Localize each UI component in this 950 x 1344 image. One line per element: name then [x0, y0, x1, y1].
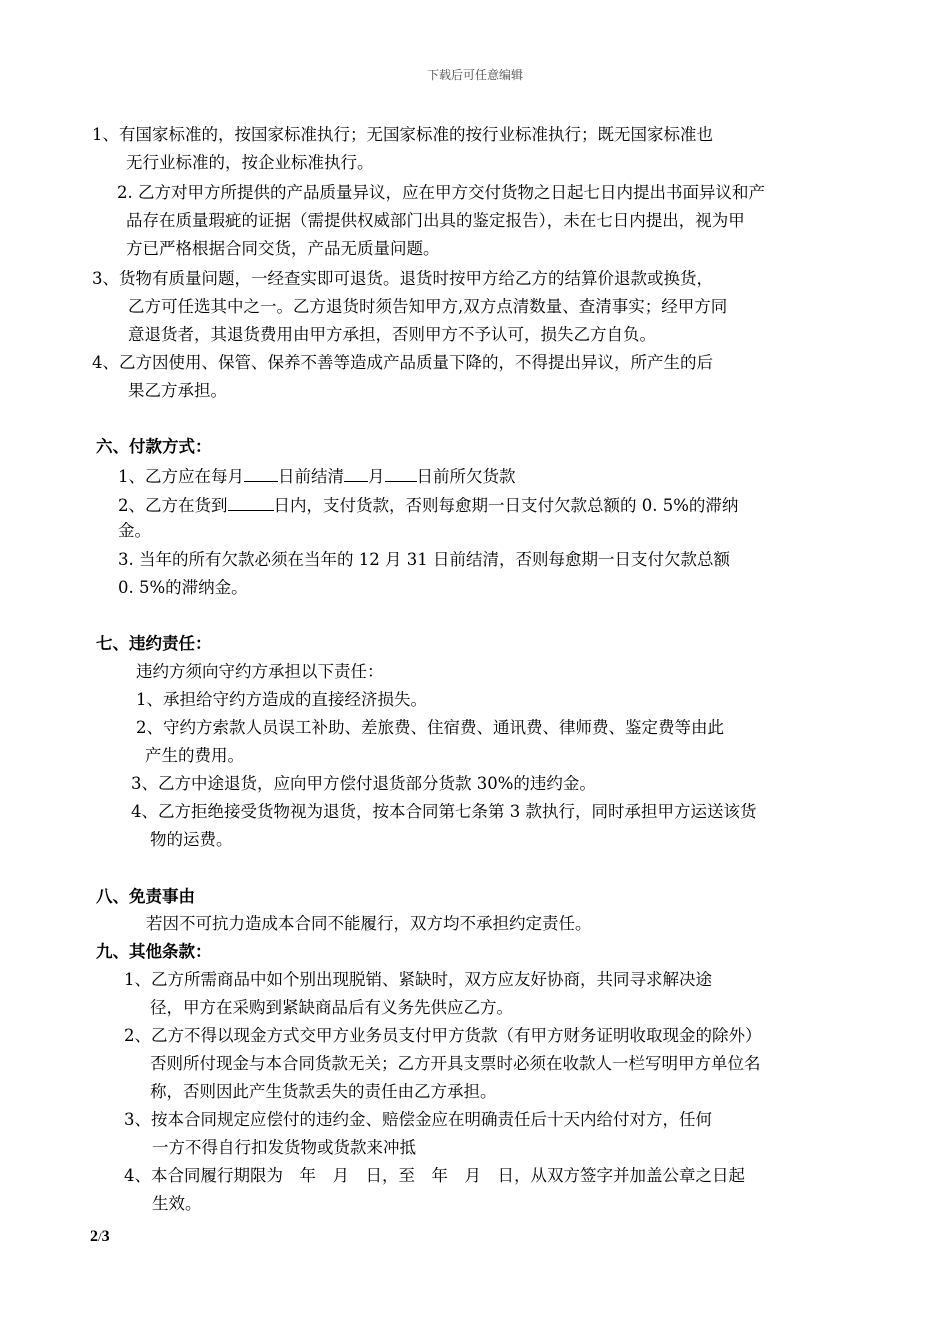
other-item-4-line-1: 4、本合同履行期限为 年 月 日，至 年 月 日，从双方签字并加盖公章之日起: [124, 1166, 745, 1185]
other-item-3-line-1: 3、按本合同规定应偿付的违约金、赔偿金应在明确责任后十天内给付对方，任何: [124, 1110, 712, 1129]
liability-item-4-line-2: 物的运费。: [150, 830, 233, 849]
liability-item-1: 1、承担给守约方造成的直接经济损失。: [136, 690, 427, 709]
page-number: 2/3: [90, 1228, 110, 1245]
other-item-4-line-2: 生效。: [152, 1194, 202, 1213]
section-8-heading: 八、免责事由: [96, 887, 195, 906]
clause-5-1-line-2: 无行业标准的，按企业标准执行。: [126, 153, 374, 172]
other-item-2-line-3: 称，否则因此产生货款丢失的责任由乙方承担。: [150, 1082, 497, 1101]
force-majeure-text: 若因不可抗力造成本合同不能履行，双方均不承担约定责任。: [146, 914, 592, 933]
section-7-heading: 七、违约责任：: [96, 634, 212, 653]
liability-item-2-line-1: 2、守约方索款人员误工补助、差旅费、住宿费、通讯费、律师费、鉴定费等由此: [136, 718, 724, 737]
other-item-2-line-1: 2、乙方不得以现金方式交甲方业务员支付甲方货款（有甲方财务证明收取现金的除外）: [124, 1026, 762, 1045]
payment-item-3-line-1: 3. 当年的所有欠款必须在当年的 12 月 31 日前结清，否则每愈期一日支付欠款总额: [118, 550, 730, 569]
page-header: 下载后可任意编辑: [426, 68, 523, 82]
liability-item-4-line-1: 4、乙方拒绝接受货物视为退货，按本合同第七条第 3 款执行，同时承担甲方运送该货: [131, 802, 757, 821]
clause-5-2-line-1: 2. 乙方对甲方所提供的产品质量异议，应在甲方交付货物之日起七日内提出书面异议和产: [117, 183, 765, 202]
other-item-1-line-2: 径，甲方在采购到紧缺商品后有义务先供应乙方。: [150, 998, 513, 1017]
clause-5-4-line-2: 果乙方承担。: [128, 381, 227, 400]
liability-item-2-line-2: 产生的费用。: [145, 746, 244, 765]
other-item-3-line-2: 一方不得自行扣发货物或货款来冲抵: [152, 1138, 416, 1157]
current-page: 2: [90, 1228, 98, 1245]
clause-5-4-line-1: 4、乙方因使用、保管、保养不善等造成产品质量下降的，不得提出异议，所产生的后: [92, 353, 713, 372]
payment-item-3-line-2: 0. 5%的滞纳金。: [118, 578, 248, 597]
section-9-heading: 九、其他条款：: [96, 942, 212, 961]
payment-item-2: 2、乙方在货到 日内，支付货款，否则每愈期一日支付欠款总额的 0. 5%的滞纳: [118, 496, 739, 515]
liability-item-3: 3、乙方中途退货，应向甲方偿付退货部分货款 30%的违约金。: [131, 774, 596, 793]
other-item-2-line-2: 否则所付现金与本合同货款无关；乙方开具支票时必须在收款人一栏写明甲方单位名: [150, 1054, 761, 1073]
total-pages: 3: [101, 1228, 110, 1245]
other-item-1-line-1: 1、乙方所需商品中如个别出现脱销、紧缺时，双方应友好协商，共同寻求解决途: [124, 970, 712, 989]
clause-5-3-line-3: 意退货者，其退货费用由甲方承担，否则甲方不予认可，损失乙方自负。: [128, 325, 656, 344]
clause-5-3-line-1: 3、货物有质量问题，一经查实即可退货。退货时按甲方给乙方的结算价退款或换货，: [92, 269, 713, 288]
payment-item-1: 1、乙方应在每月 日前结清 月 日前所欠货款: [118, 467, 516, 486]
clause-5-1-line-1: 1、有国家标准的，按国家标准执行；无国家标准的按行业标准执行；既无国家标准也: [92, 125, 713, 144]
liability-intro: 违约方须向守约方承担以下责任：: [136, 662, 384, 681]
payment-item-2-cont: 金。: [118, 521, 151, 540]
clause-5-2-line-2: 品存在质量瑕疵的证据（需提供权威部门出具的鉴定报告），未在七日内提出，视为甲: [126, 211, 745, 230]
section-6-heading: 六、付款方式：: [96, 437, 212, 456]
clause-5-2-line-3: 方已严格根据合同交货，产品无质量问题。: [126, 239, 440, 258]
clause-5-3-line-2: 乙方可任选其中之一。乙方退货时须告知甲方,双方点清数量、查清事实；经甲方同: [128, 297, 728, 316]
